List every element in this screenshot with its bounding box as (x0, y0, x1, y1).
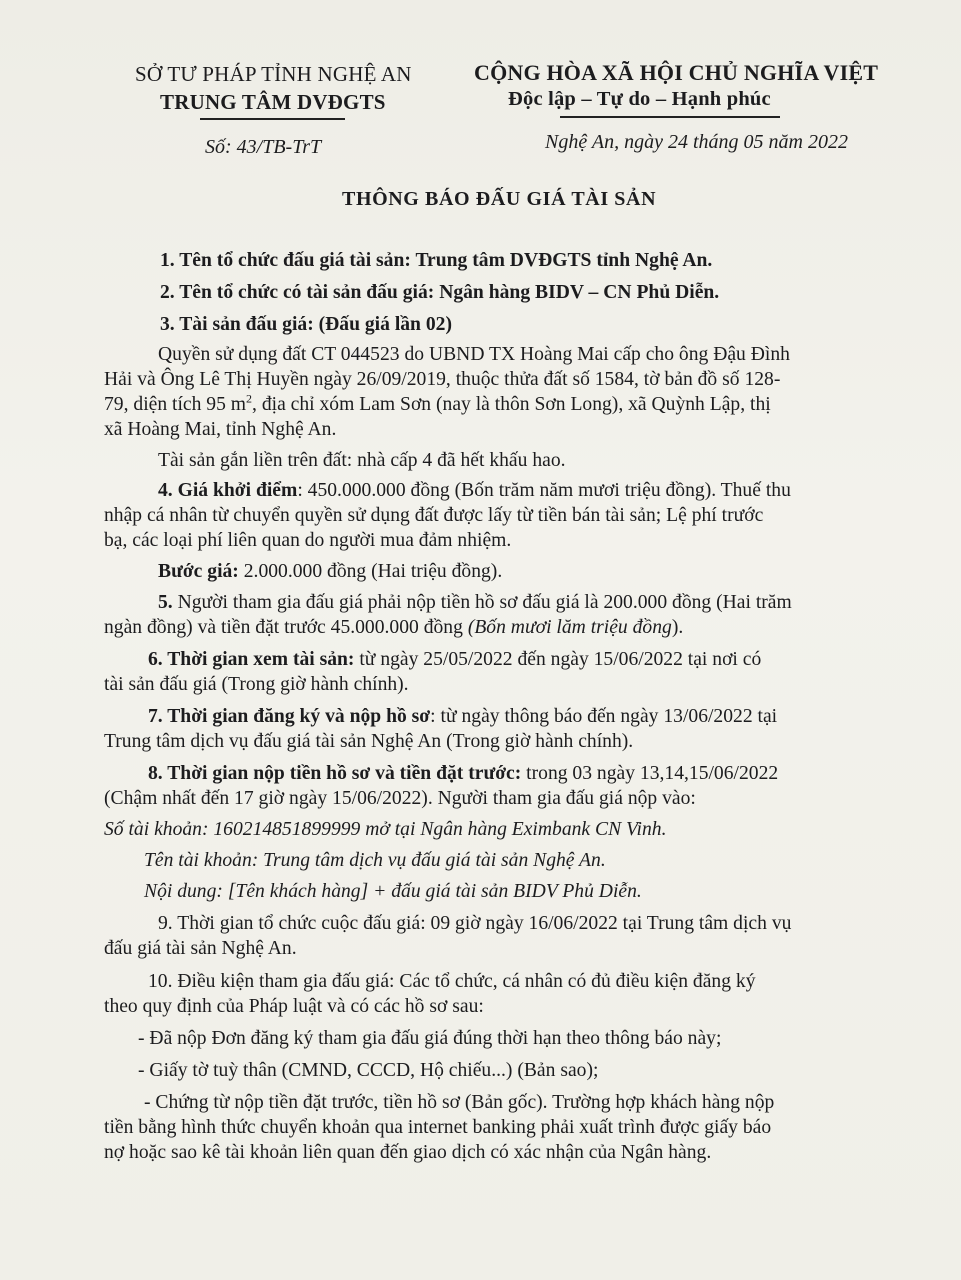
starting-price-label: 4. Giá khởi điểm (158, 480, 298, 501)
requirement-item: - Chứng từ nộp tiền đặt trước, tiền hồ sơ (Bản gốc). Trường hợp khách hàng nộp (144, 1092, 775, 1113)
national-title: CỘNG HÒA XÃ HỘI CHỦ NGHĨA VIỆT (474, 60, 879, 85)
asset-area: 79, diện tích 95 m (104, 394, 247, 415)
deposit-text: ngàn đồng) và tiền đặt trước 45.000.000 đồng (104, 617, 468, 638)
transfer-content: Nội dung: [Tên khách hàng] + đấu giá tài sản BIDV Phủ Diễn. (144, 881, 642, 902)
asset-line: Hải và Ông Lê Thị Huyền ngày 26/09/2019, thuộc thửa đất số 1584, tờ bản đồ số 128- (104, 369, 781, 390)
asset-line: Quyền sử dụng đất CT 044523 do UBND TX Hoàng Mai cấp cho ông Đậu Đình (158, 344, 790, 365)
item-7-line: Trung tâm dịch vụ đấu giá tài sản Nghệ An (Trong giờ hành chính). (104, 731, 634, 752)
issuing-center: TRUNG TÂM DVĐGTS (160, 90, 386, 114)
issuing-department: SỞ TƯ PHÁP TỈNH NGHỆ AN (135, 62, 412, 86)
deposit-words: (Bốn mươi lăm triệu đồng (467, 617, 672, 638)
item-7 (104, 704, 922, 754)
asset-line: xã Hoàng Mai, tỉnh Nghệ An. (104, 419, 337, 440)
item-8-line: (Chậm nhất đến 17 giờ ngày 15/06/2022). Người tham gia đấu giá nộp vào: (104, 788, 696, 809)
requirement-item-line: tiền bằng hình thức chuyển khoản qua internet banking phải xuất trình được giấy báo (104, 1117, 772, 1138)
motto-underline (560, 116, 780, 118)
asset-description (104, 342, 922, 442)
asset-address: , địa chỉ xóm Lam Sơn (nay là thôn Sơn Long), xã Quỳnh Lập, thị (252, 394, 771, 415)
item-6 (104, 647, 922, 697)
viewing-time-text: từ ngày 25/05/2022 đến ngày 15/06/2022 tại nơi có (354, 649, 762, 670)
item-10-line: theo quy định của Pháp luật và có các hồ sơ sau: (104, 996, 484, 1017)
starting-price-text: : 450.000.000 đồng (Bốn trăm năm mươi triệu đồng). Thuế thu (297, 480, 791, 501)
item-4-line: bạ, các loại phí liên quan do người mua đảm nhiệm. (104, 530, 512, 551)
bid-step-label: Bước giá: (158, 561, 239, 582)
account-number: Số tài khoản: 160214851899999 mở tại Ngân hàng Eximbank CN Vinh. (104, 819, 667, 840)
bid-step (104, 559, 922, 584)
participation-conditions: 10. Điều kiện tham gia đấu giá: Các tổ chức, cá nhân có đủ điều kiện đăng ký (148, 971, 756, 992)
asset-line (104, 392, 922, 417)
payment-time-label: 8. Thời gian nộp tiền hồ sơ và tiền đặt trước: (148, 763, 522, 784)
document-title: THÔNG BÁO ĐẤU GIÁ TÀI SẢN (342, 188, 657, 210)
item-9-line: đấu giá tài sản Nghệ An. (104, 938, 297, 959)
item-5 (104, 590, 922, 640)
deposit-end: ). (671, 617, 684, 638)
bid-step-value: 2.000.000 đồng (Hai triệu đồng). (238, 561, 503, 582)
viewing-time-label: 6. Thời gian xem tài sản: (148, 649, 355, 670)
item-10 (104, 969, 922, 1165)
item-9 (104, 911, 922, 961)
requirement-item: - Đã nộp Đơn đăng ký tham gia đấu giá đúng thời hạn theo thông báo này; (138, 1028, 722, 1049)
area-superscript: 2 (246, 391, 253, 406)
document-body (104, 248, 922, 1165)
requirement-item-line: nợ hoặc sao kê tài khoản liên quan đến giao dịch có xác nhận của Ngân hàng. (104, 1142, 712, 1163)
auction-time: 9. Thời gian tổ chức cuộc đấu giá: 09 giờ ngày 16/06/2022 tại Trung tâm dịch vụ (158, 913, 792, 934)
issuer-underline (200, 118, 345, 120)
registration-time-label: 7. Thời gian đăng ký và nộp hồ sơ (148, 706, 431, 727)
registration-time-text: : từ ngày thông báo đến ngày 13/06/2022 tại (430, 706, 778, 727)
requirement-item: - Giấy tờ tuỳ thân (CMND, CCCD, Hộ chiếu...) (Bản sao); (138, 1060, 599, 1081)
item-6-line: tài sản đấu giá (Trong giờ hành chính). (104, 674, 409, 695)
item-5-number: 5. (158, 592, 173, 613)
document-number: Số: 43/TB-TrT (205, 136, 322, 158)
account-name: Tên tài khoản: Trung tâm dịch vụ đấu giá tài sản Nghệ An. (144, 850, 606, 871)
payment-time-text: trong 03 ngày 13,14,15/06/2022 (521, 763, 779, 784)
item-4-line: nhập cá nhân từ chuyển quyền sử dụng đất được lấy từ tiền bán tài sản; Lệ phí trước (104, 505, 764, 526)
national-motto: Độc lập – Tự do – Hạnh phúc (508, 88, 771, 110)
item-4 (104, 478, 922, 553)
item-8 (104, 761, 922, 904)
item-5-text: Người tham gia đấu giá phải nộp tiền hồ sơ đấu giá là 200.000 đồng (Hai trăm (172, 592, 792, 613)
attached-asset: Tài sản gắn liền trên đất: nhà cấp 4 đã hết khấu hao. (158, 450, 566, 471)
item-2: 2. Tên tổ chức có tài sản đấu giá: Ngân hàng BIDV – CN Phủ Diễn. (160, 282, 720, 303)
place-date: Nghệ An, ngày 24 tháng 05 năm 2022 (545, 131, 848, 153)
item-1: 1. Tên tổ chức đấu giá tài sản: Trung tâm DVĐGTS tỉnh Nghệ An. (160, 250, 713, 271)
item-3: 3. Tài sản đấu giá: (Đấu giá lần 02) (160, 314, 452, 335)
